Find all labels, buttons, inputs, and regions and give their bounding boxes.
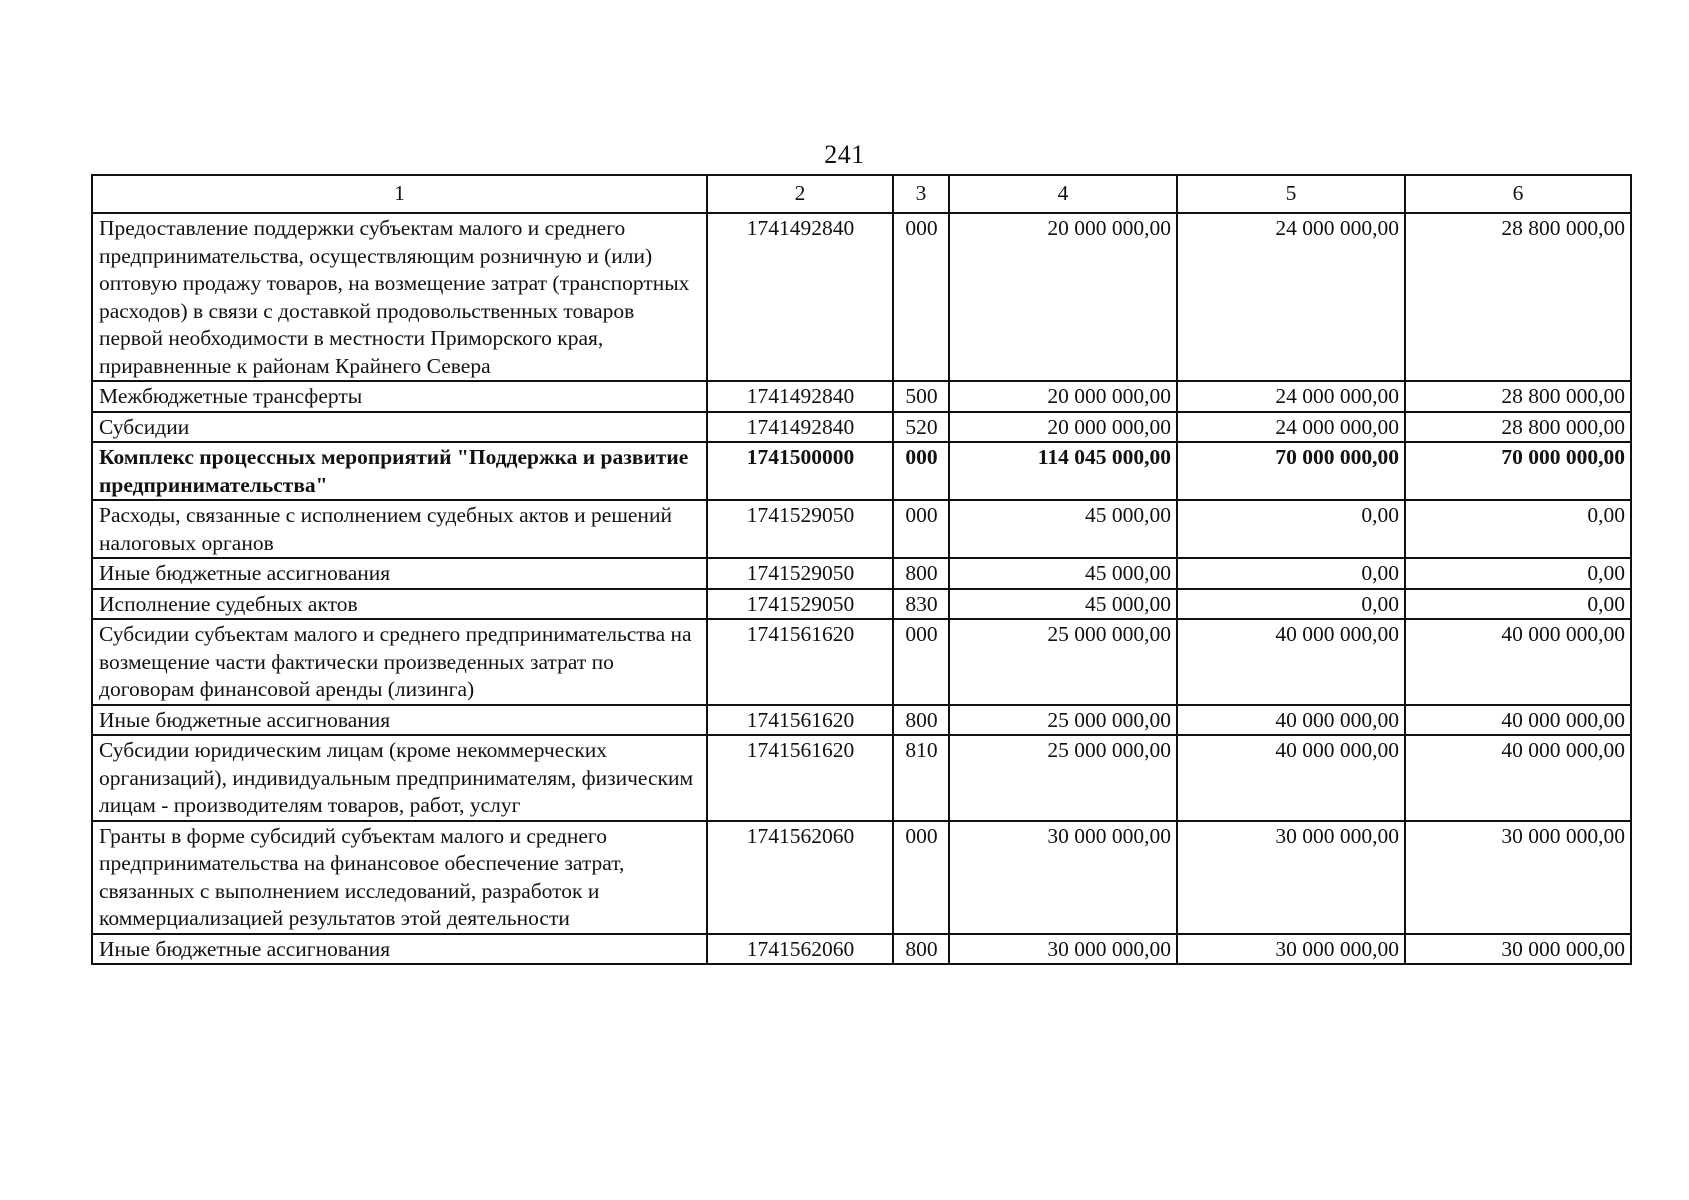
row-amount-col4: 45 000,00	[949, 500, 1177, 558]
row-amount-col4: 114 045 000,00	[949, 442, 1177, 500]
row-amount-col5: 0,00	[1177, 558, 1405, 589]
row-amount-col6: 28 800 000,00	[1405, 213, 1631, 381]
row-amount-col5: 24 000 000,00	[1177, 412, 1405, 443]
table-row	[92, 619, 1631, 705]
row-code-cell: 1741562060	[707, 821, 893, 934]
row-amount-col4: 25 000 000,00	[949, 619, 1177, 705]
row-amount-col5: 30 000 000,00	[1177, 934, 1405, 965]
row-name-cell: Субсидии субъектам малого и среднего предпринимательства на возмещение части фактически произведенных затрат по договорам финансовой аренды (лизинга)	[92, 619, 707, 705]
row-name-cell: Комплекс процессных мероприятий "Поддержка и развитие предпринимательства"	[92, 442, 707, 500]
row-kind-cell: 810	[893, 735, 949, 821]
row-amount-col6: 0,00	[1405, 500, 1631, 558]
row-code-cell: 1741562060	[707, 934, 893, 965]
row-kind-cell: 000	[893, 500, 949, 558]
table-row	[92, 735, 1631, 821]
row-code-cell: 1741561620	[707, 619, 893, 705]
row-kind-cell: 000	[893, 442, 949, 500]
row-code-cell: 1741500000	[707, 442, 893, 500]
table-body	[92, 213, 1631, 964]
row-amount-col6: 40 000 000,00	[1405, 619, 1631, 705]
row-amount-col6: 28 800 000,00	[1405, 381, 1631, 412]
row-amount-col5: 70 000 000,00	[1177, 442, 1405, 500]
row-amount-col4: 45 000,00	[949, 558, 1177, 589]
row-name-cell: Иные бюджетные ассигнования	[92, 558, 707, 589]
column-header-1: 1	[92, 175, 707, 213]
column-header-3: 3	[893, 175, 949, 213]
row-amount-col4: 20 000 000,00	[949, 412, 1177, 443]
page-number: 241	[824, 140, 865, 169]
row-amount-col4: 25 000 000,00	[949, 735, 1177, 821]
row-amount-col6: 0,00	[1405, 558, 1631, 589]
row-amount-col6: 0,00	[1405, 589, 1631, 620]
row-amount-col6: 30 000 000,00	[1405, 821, 1631, 934]
row-amount-col5: 24 000 000,00	[1177, 381, 1405, 412]
row-kind-cell: 000	[893, 213, 949, 381]
row-kind-cell: 830	[893, 589, 949, 620]
row-name-cell: Субсидии	[92, 412, 707, 443]
row-amount-col5: 40 000 000,00	[1177, 735, 1405, 821]
row-kind-cell: 000	[893, 619, 949, 705]
column-header-4: 4	[949, 175, 1177, 213]
row-name-cell: Иные бюджетные ассигнования	[92, 705, 707, 736]
table-row	[92, 381, 1631, 412]
table-row	[92, 500, 1631, 558]
row-name-cell: Гранты в форме субсидий субъектам малого и среднего предпринимательства на финансовое обеспечение затрат, связанных с выполнением исследований, разработок и коммерциализацией результатов этой деятельности	[92, 821, 707, 934]
row-kind-cell: 800	[893, 558, 949, 589]
row-kind-cell: 500	[893, 381, 949, 412]
row-kind-cell: 800	[893, 705, 949, 736]
row-name-cell: Субсидии юридическим лицам (кроме некоммерческих организаций), индивидуальным предпринимателям, физическим лицам - производителям товаров, работ, услуг	[92, 735, 707, 821]
row-code-cell: 1741529050	[707, 589, 893, 620]
row-code-cell: 1741492840	[707, 213, 893, 381]
row-amount-col4: 30 000 000,00	[949, 934, 1177, 965]
row-amount-col4: 45 000,00	[949, 589, 1177, 620]
row-amount-col6: 30 000 000,00	[1405, 934, 1631, 965]
row-kind-cell: 800	[893, 934, 949, 965]
row-kind-cell: 000	[893, 821, 949, 934]
row-amount-col4: 20 000 000,00	[949, 213, 1177, 381]
row-code-cell: 1741561620	[707, 735, 893, 821]
table-row	[92, 934, 1631, 965]
row-name-cell: Предоставление поддержки субъектам малого и среднего предпринимательства, осуществляющим розничную и (или) оптовую продажу товаров, на возмещение затрат (транспортных расходов) в связи с доставкой продовольственных товаров первой необходимости в местности Приморского края, приравненные к районам Крайнего Севера	[92, 213, 707, 381]
column-header-2: 2	[707, 175, 893, 213]
row-kind-cell: 520	[893, 412, 949, 443]
row-amount-col6: 70 000 000,00	[1405, 442, 1631, 500]
row-amount-col6: 40 000 000,00	[1405, 735, 1631, 821]
row-code-cell: 1741529050	[707, 558, 893, 589]
column-header-5: 5	[1177, 175, 1405, 213]
row-amount-col6: 28 800 000,00	[1405, 412, 1631, 443]
table-row	[92, 412, 1631, 443]
table-row	[92, 442, 1631, 500]
row-name-cell: Исполнение судебных актов	[92, 589, 707, 620]
table-row	[92, 558, 1631, 589]
row-name-cell: Межбюджетные трансферты	[92, 381, 707, 412]
row-amount-col4: 30 000 000,00	[949, 821, 1177, 934]
row-amount-col5: 24 000 000,00	[1177, 213, 1405, 381]
table-row	[92, 213, 1631, 381]
row-name-cell: Иные бюджетные ассигнования	[92, 934, 707, 965]
row-code-cell: 1741529050	[707, 500, 893, 558]
table-row	[92, 705, 1631, 736]
row-amount-col5: 30 000 000,00	[1177, 821, 1405, 934]
row-code-cell: 1741561620	[707, 705, 893, 736]
row-amount-col5: 0,00	[1177, 589, 1405, 620]
row-amount-col5: 40 000 000,00	[1177, 619, 1405, 705]
row-amount-col4: 20 000 000,00	[949, 381, 1177, 412]
table-row	[92, 821, 1631, 934]
table-header-row	[92, 175, 1631, 213]
column-header-6: 6	[1405, 175, 1631, 213]
row-amount-col5: 40 000 000,00	[1177, 705, 1405, 736]
budget-table	[91, 174, 1632, 965]
row-name-cell: Расходы, связанные с исполнением судебных актов и решений налоговых органов	[92, 500, 707, 558]
row-code-cell: 1741492840	[707, 412, 893, 443]
row-amount-col6: 40 000 000,00	[1405, 705, 1631, 736]
row-amount-col5: 0,00	[1177, 500, 1405, 558]
row-code-cell: 1741492840	[707, 381, 893, 412]
table-row	[92, 589, 1631, 620]
row-amount-col4: 25 000 000,00	[949, 705, 1177, 736]
